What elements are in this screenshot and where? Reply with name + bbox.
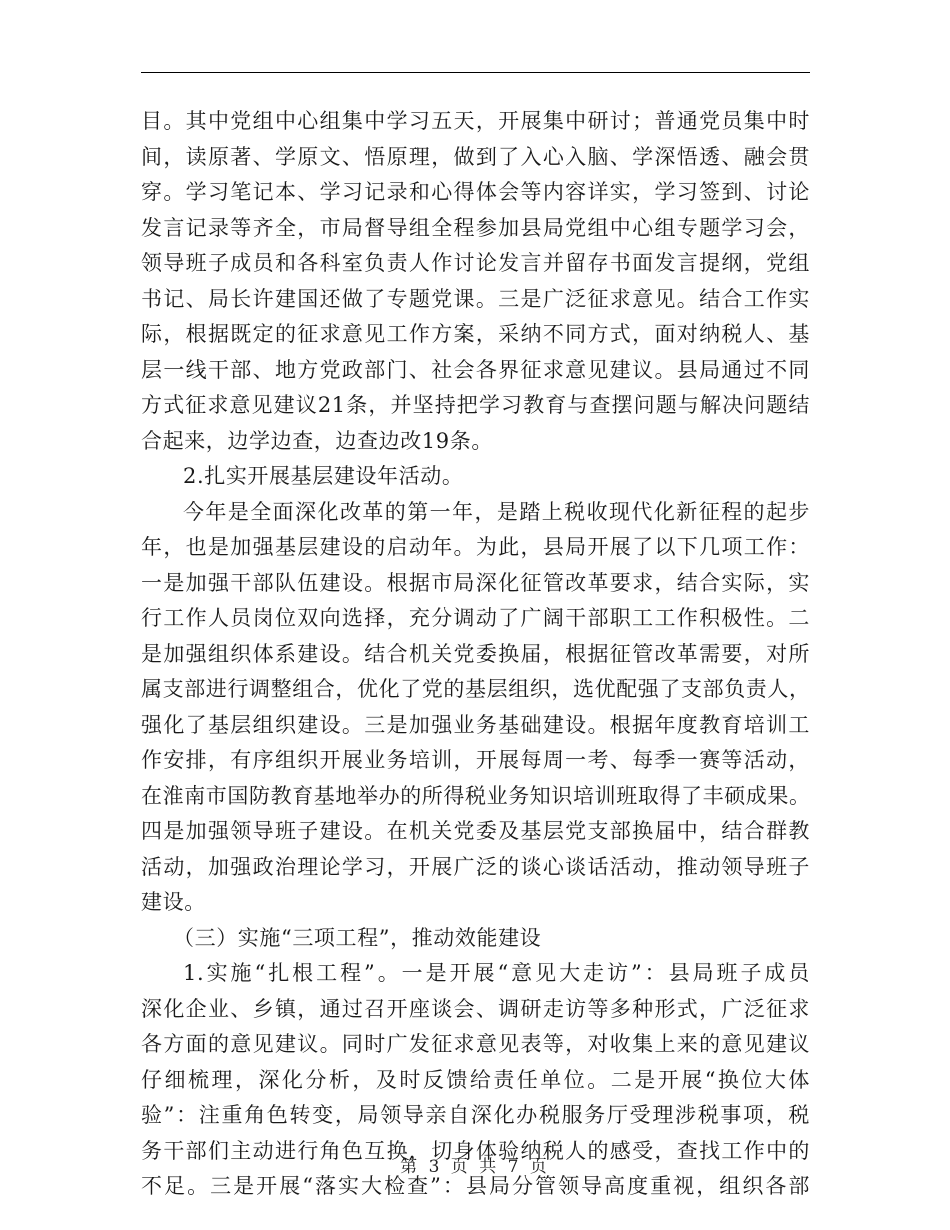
paragraph-line: 作安排，有序组织开展业务培训，开展每周一考、每季一赛等活动， (141, 748, 810, 772)
paragraph-line: 行工作人员岗位双向选择，充分调动了广阔干部职工工作积极性。二 (141, 606, 810, 630)
paragraph-line: 活动，加强政治理论学习，开展广泛的谈心谈话活动，推动领导班子 (141, 854, 810, 879)
paragraph-line: 领导班子成员和各科室负责人作讨论发言并留存书面发言提纲，党组 (141, 251, 810, 275)
paragraph-line: 在淮南市国防教育基地举办的所得税业务知识培训班取得了丰硕成果。 (141, 783, 811, 808)
paragraph-line: 方式征求意见建议21条，并坚持把学习教育与查摆问题与解决问题结 (141, 393, 810, 417)
paragraph-line: 不足。三是开展“落实大检查”：县局分管领导高度重视，组织各部 (141, 1174, 810, 1198)
paragraph-line: 穿。学习笔记本、学习记录和心得体会等内容详实，学习签到、讨论 (141, 180, 810, 204)
paragraph-line: 2.扎实开展基层建设年活动。 (183, 464, 464, 488)
paragraph-line: 是加强组织体系建设。结合机关党委换届，根据征管改革需要，对所 (141, 641, 810, 666)
paragraph-line: 发言记录等齐全，市局督导组全程参加县局党组中心组专题学习会， (141, 215, 810, 240)
paragraph-line: 四是加强领导班子建设。在机关党委及基层党支部换届中，结合群教 (141, 819, 810, 843)
paragraph-line: 建设。 (141, 890, 206, 914)
paragraph-line: 际，根据既定的征求意见工作方案，采纳不同方式，面对纳税人、基 (141, 322, 810, 346)
paragraph-line: 仔细梳理，深化分析，及时反馈给责任单位。二是开展“换位大体 (141, 1067, 810, 1092)
paragraph-line: 层一线干部、地方党政部门、社会各界征求意见建议。县局通过不同 (141, 357, 810, 382)
paragraph-line: 1.实施“扎根工程”。一是开展“意见大走访”：县局班子成员 (183, 961, 810, 985)
paragraph-line: 深化企业、乡镇，通过召开座谈会、调研走访等多种形式，广泛征求 (141, 996, 810, 1021)
paragraph-line: 属支部进行调整组合，优化了党的基层组织，选优配强了支部负责人， (141, 677, 811, 701)
paragraph-line: 务干部们主动进行角色互换，切身体验纳税人的感受，查找工作中的 (141, 1138, 810, 1163)
paragraph-line: 强化了基层组织建设。三是加强业务基础建设。根据年度教育培训工 (141, 712, 810, 737)
paragraph-line: （三）实施“三项工程”，推动效能建设 (173, 925, 542, 950)
paragraph-line: 验”：注重角色转变，局领导亲自深化办税服务厅受理涉税事项，税 (141, 1103, 810, 1127)
header-rule (141, 72, 810, 73)
paragraph-line: 各方面的意见建议。同时广发征求意见表等，对收集上来的意见建议 (141, 1032, 810, 1056)
paragraph-line: 书记、局长许建国还做了专题党课。三是广泛征求意见。结合工作实 (141, 286, 810, 311)
paragraph-line: 间，读原著、学原文、悟原理，做到了入心入脑、学深悟透、融会贯 (141, 144, 810, 169)
paragraph-line: 年，也是加强基层建设的启动年。为此，县局开展了以下几项工作： (141, 535, 810, 559)
document-body (141, 104, 810, 1205)
paragraph-line: 今年是全面深化改革的第一年，是踏上税收现代化新征程的起步 (183, 499, 810, 524)
paragraph-line: 一是加强干部队伍建设。根据市局深化征管改革要求，结合实际，实 (141, 570, 810, 595)
paragraph-line: 目。其中党组中心组集中学习五天，开展集中研讨；普通党员集中时 (141, 109, 810, 133)
paragraph-line: 合起来，边学边查，边查边改19条。 (141, 428, 493, 453)
page-number: 第 3 页 共 7 页 (400, 1157, 550, 1177)
